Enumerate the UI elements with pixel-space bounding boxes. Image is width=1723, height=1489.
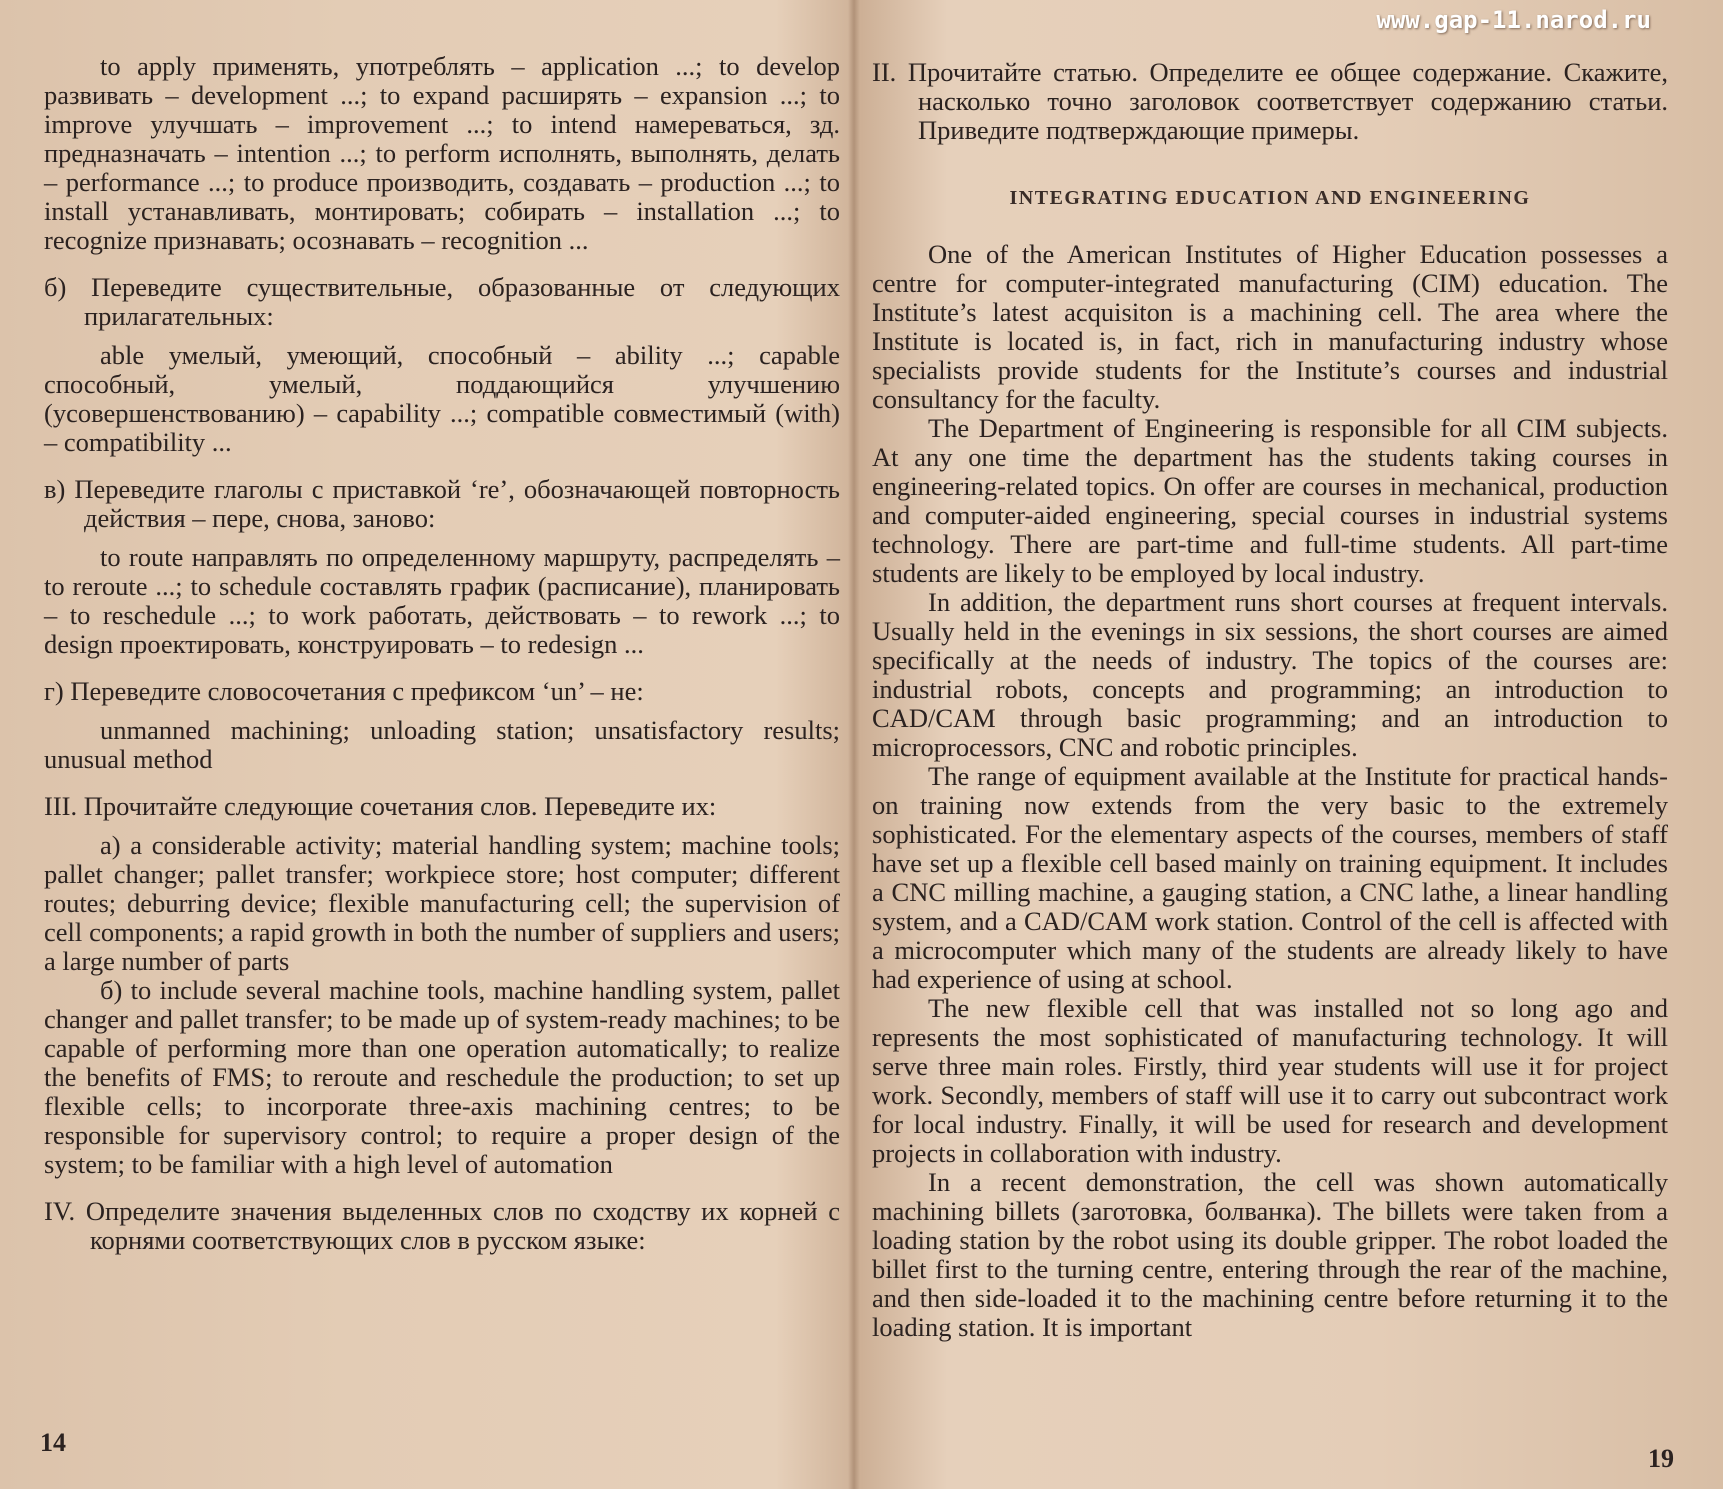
article-paragraph: In a recent demonstration, the cell was shown automatically machining billets (заготовка, болванка). The billets were taken from a loading station by the robot using its double gripper. The robot loaded the billet first to the turning centre, entering through the rear of the machine, and then side-loaded it to the machining centre before returning it to the loading station. It is important: [872, 1167, 1668, 1342]
exercise-b-items: able умелый, умеющий, способный – ability ...; capable способный, умелый, поддающийся улучшению (усовершенствованию) – capability ...; compatible совместимый (with) – compatibility ...: [44, 340, 840, 457]
left-page: [0, 0, 848, 1489]
article-paragraph: The new flexible cell that was installed not so long ago and represents the most sophisticated of manufacturing technology. It will serve three main roles. Firstly, third year students will use it for project work. Secondly, members of staff will use it to carry out subcontract work for local industry. Finally, it will be used for research and development projects in collaboration with industry.: [872, 993, 1668, 1168]
article-paragraph: In addition, the department runs short courses at frequent intervals. Usually held in the evenings in six sessions, the short courses are aimed specifically at the needs of industry. The topics of the courses are: industrial robots, concepts and programming; an introduction to CAD/CAM through basic programming; and an introduction to microprocessors, CNC and robotic principles.: [872, 587, 1668, 762]
left-page-number: 14: [40, 1428, 66, 1457]
exercise-iii-a-items: а) a considerable activity; material handling system; machine tools; pallet changer; pallet transfer; workpiece store; host computer; different routes; deburring device; flexible manufacturing cell; the supervision of cell components; a rapid growth in both the number of suppliers and users; a large number of parts: [44, 830, 840, 976]
exercise-v-items: to route направлять по определенному маршруту, распределять – to reroute ...; to schedule составлять график (расписание), планировать – to reschedule ...; to work работать, действовать – to rework ...; to design проектировать, конструировать – to redesign ...: [44, 542, 840, 659]
exercise-v-instruction: в) Переведите глаголы с приставкой ‘re’, обозначающей повторность действия – пере, снова, заново:: [44, 474, 840, 533]
watermark: www.gap-11.narod.ru: [1376, 6, 1651, 34]
exercise-g-items: unmanned machining; unloading station; unsatisfactory results; unusual method: [44, 715, 840, 774]
right-page-number: 19: [1648, 1444, 1674, 1473]
article-paragraph: The Department of Engineering is responsible for all CIM subjects. At any one time the department has the students taking courses in engineering-related topics. On offer are courses in mechanical, production and computer-aided engineering, special courses in industrial systems technology. There are part-time and full-time students. All part-time students are likely to be employed by local industry.: [872, 413, 1668, 588]
right-page: [862, 0, 1723, 1489]
book-gutter: [848, 0, 860, 1489]
article-paragraph: One of the American Institutes of Higher Education possesses a centre for computer-integrated manufacturing (CIM) education. The Institute’s latest acquisiton is a machining cell. The area where the Institute is located is, in fact, rich in manufacturing industry whose specialists provide students for the Institute’s courses and industrial consultancy for the faculty.: [872, 239, 1668, 414]
article-paragraph: The range of equipment available at the Institute for practical hands-on training now extends from the very basic to the extremely sophisticated. For the elementary aspects of the courses, members of staff have set up a flexible cell based mainly on training equipment. It includes a CNC milling machine, a gauging station, a CNC lathe, a linear handling system, and a CAD/CAM work station. Control of the cell is affected with a microcomputer which many of the students are already likely to have had experience of using at school.: [872, 761, 1668, 994]
exercise-iv-instruction: IV. Определите значения выделенных слов по сходству их корней с корнями соответствующих слов в русском языке:: [44, 1196, 840, 1255]
exercise-ii-instruction: II. Прочитайте статью. Определите ее общее содержание. Скажите, насколько точно заголовок соответствует содержанию статьи. Приведите подтверждающие примеры.: [872, 57, 1668, 145]
exercise-g-instruction: г) Переведите словосочетания с префиксом ‘un’ – не:: [44, 676, 644, 706]
article-heading: INTEGRATING EDUCATION AND ENGINEERING: [1009, 187, 1531, 209]
exercise-iii-b-items: б) to include several machine tools, machine handling system, pallet changer and pallet transfer; to be made up of system-ready machines; to be capable of performing more than one operation automatically; to realize the benefits of FMS; to reroute and reschedule the production; to set up flexible cells; to incorporate three-axis machining centres; to be responsible for supervisory control; to require a proper design of the system; to be familiar with a high level of automation: [44, 975, 840, 1179]
vocab-verbs-paragraph: to apply применять, употреблять – application ...; to develop развивать – development ...; to expand расширять – expansion ...; to improve улучшать – improvement ...; to intend намереваться, зд. предназначать – intention ...; to perform исполнять, выполнять, делать – performance ...; to produce производить, создавать – production ...; to install устанавливать, монтировать; собирать – installation ...; to recognize признавать; осознавать – recognition ...: [44, 51, 840, 255]
exercise-iii-instruction: III. Прочитайте следующие сочетания слов. Переведите их:: [44, 791, 717, 821]
exercise-b-instruction: б) Переведите существительные, образованные от следующих прилагательных:: [44, 272, 840, 331]
